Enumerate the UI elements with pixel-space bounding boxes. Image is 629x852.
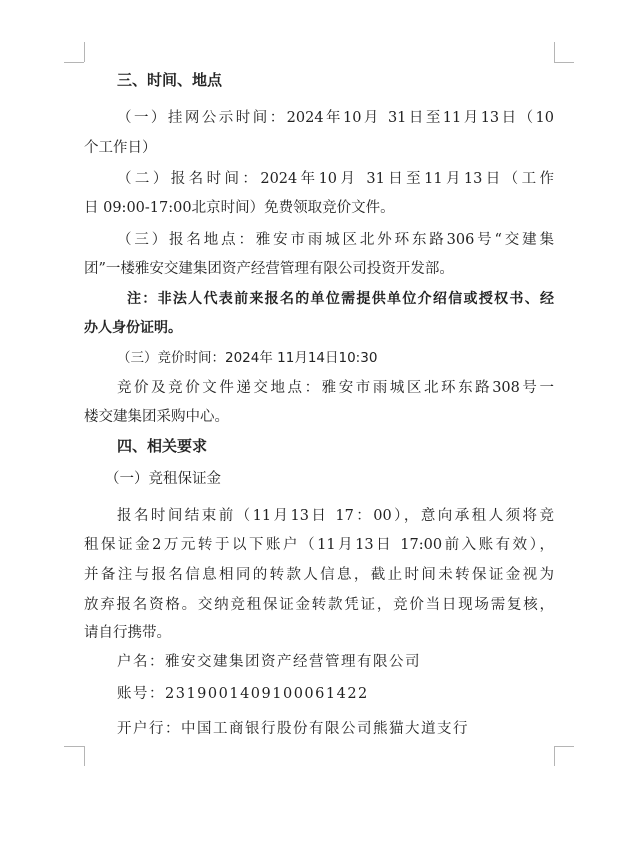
bid-place-line1: 竞价及竞价文件递交地点：雅安市雨城区北环东路308号一 [117, 380, 554, 396]
item3-line2: 团”一楼雅安交建集团资产经营管理有限公司投资开发部。 [84, 261, 454, 277]
deposit-line2: 租保证金2万元转于以下账户（11月13日 17:00前入账有效）， [84, 537, 554, 553]
bid-time: （三）竞价时间：2024年 11月14日10:30 [117, 350, 378, 366]
deposit-line1: 报名时间结束前（11月13日 17：00），意向承租人须将竞 [117, 508, 554, 524]
deposit-line3: 并备注与报名信息相同的转款人信息，截止时间未转保证金视为 [84, 567, 554, 583]
bank-name: 开户行：中国工商银行股份有限公司熊猫大道支行 [117, 721, 469, 737]
item2-line2: 日 09:00-17:00北京时间）免费领取竞价文件。 [84, 200, 395, 216]
section3-heading: 三、时间、地点 [117, 71, 223, 89]
item1-line2: 个工作日） [84, 140, 157, 156]
note-line2: 办人身份证明。 [84, 320, 182, 336]
deposit-line5: 请自行携带。 [84, 625, 171, 641]
item3-line1: （三）报名地点：雅安市雨城区北外环东路306号“交建集 [117, 232, 554, 248]
account-name: 户名：雅安交建集团资产经营管理有限公司 [117, 654, 421, 670]
bid-place-line2: 楼交建集团采购中心。 [84, 409, 229, 425]
note-line1: 注：非法人代表前来报名的单位需提供单位介绍信或授权书、经 [127, 291, 554, 307]
section4-heading: 四、相关要求 [117, 437, 208, 455]
deposit-line4: 放弃报名资格。交纳竞租保证金转款凭证，竞价当日现场需复核， [84, 597, 554, 613]
item2-line1: （二）报名时间：2024年10月 31日至11月13日（工作 [117, 171, 554, 187]
account-number: 账号：2319001409100061422 [117, 686, 369, 702]
deposit-heading: （一）竞租保证金 [105, 471, 221, 487]
item1-line1: （一）挂网公示时间：2024年10月 31日至11月13日（10 [117, 110, 554, 126]
